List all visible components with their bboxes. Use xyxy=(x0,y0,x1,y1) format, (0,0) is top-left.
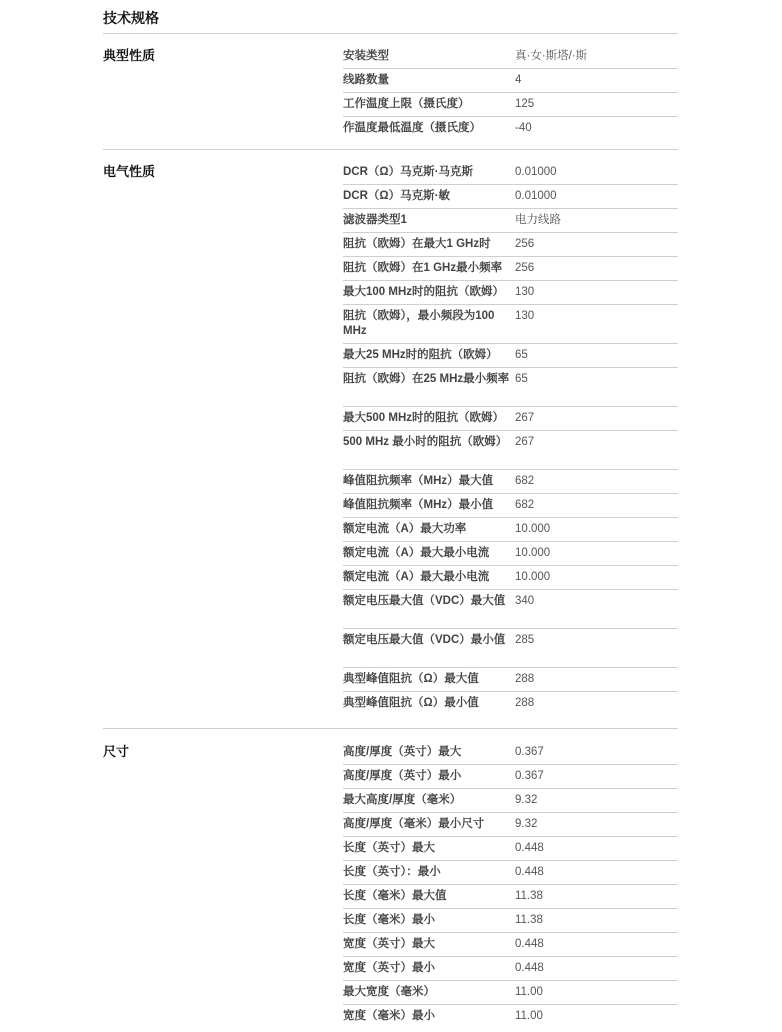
table-row xyxy=(343,566,678,590)
spec-value: 11.00 xyxy=(515,1010,543,1022)
table-row xyxy=(343,117,678,141)
spec-value: 256 xyxy=(515,238,535,250)
spec-value: 0.01000 xyxy=(515,166,557,178)
table-row xyxy=(343,957,678,981)
spec-name: 长度（毫米）最小 xyxy=(343,914,435,926)
spec-name: 长度（英寸）最大 xyxy=(343,842,435,854)
table-row xyxy=(343,494,678,518)
spec-name: 安装类型 xyxy=(343,50,389,62)
spec-name: 额定电流（A）最大最小电流 xyxy=(343,571,490,583)
table-row xyxy=(343,837,678,861)
spec-value: 125 xyxy=(515,98,535,110)
table-row xyxy=(343,885,678,909)
page-title: 技术规格 xyxy=(103,10,159,26)
spec-name: 典型峰值阻抗（Ω）最小值 xyxy=(343,697,479,709)
spec-name: 阻抗（欧姆）在1 GHz最小频率 xyxy=(343,262,503,274)
spec-value: 0.448 xyxy=(515,842,544,854)
table-row xyxy=(343,933,678,957)
spec-name: 长度（英寸）：最小 xyxy=(343,866,441,878)
spec-value: 10.000 xyxy=(515,523,551,535)
spec-value: 340 xyxy=(515,595,535,607)
table-row xyxy=(343,431,678,470)
spec-name: 额定电压最大值（VDC）最大值 xyxy=(343,595,506,607)
spec-value: 4 xyxy=(515,74,522,86)
section-heading: 典型性质 xyxy=(103,48,156,63)
spec-value: 10.000 xyxy=(515,547,551,559)
spec-value: 9.32 xyxy=(515,818,538,830)
spec-value: 65 xyxy=(515,373,528,385)
table-row xyxy=(343,909,678,933)
spec-value: 267 xyxy=(515,412,535,424)
spec-value: 0.367 xyxy=(515,746,544,758)
table-row xyxy=(343,257,678,281)
spec-value: 267 xyxy=(515,436,535,448)
spec-name: DCR（Ω）马克斯·敏 xyxy=(343,190,450,202)
section-divider xyxy=(103,149,678,150)
section-heading: 电气性质 xyxy=(103,164,156,179)
table-row xyxy=(343,185,678,209)
table-row xyxy=(343,45,678,69)
spec-name: 高度/厚度（毫米）最小尺寸 xyxy=(343,818,485,830)
table-row xyxy=(343,161,678,185)
spec-name: 最大25 MHz时的阻抗（欧姆） xyxy=(343,349,498,361)
table-row xyxy=(343,281,678,305)
spec-value: 真·女·斯塔/·斯 xyxy=(515,50,588,62)
spec-value: 11.00 xyxy=(515,986,543,998)
table-row xyxy=(343,692,678,716)
table-row xyxy=(343,233,678,257)
spec-name: 500 MHz 最小时的阻抗（欧姆） xyxy=(343,436,508,448)
spec-name: 宽度（英寸）最小 xyxy=(343,962,435,974)
spec-table xyxy=(343,45,678,141)
spec-name: 高度/厚度（英寸）最大 xyxy=(343,746,462,758)
table-row xyxy=(343,93,678,117)
table-row xyxy=(343,470,678,494)
spec-value: 电力线路 xyxy=(515,214,561,226)
table-row xyxy=(343,518,678,542)
spec-value: 682 xyxy=(515,475,535,487)
table-row xyxy=(343,789,678,813)
table-row xyxy=(343,209,678,233)
spec-value: 256 xyxy=(515,262,535,274)
spec-value: 288 xyxy=(515,697,535,709)
table-row xyxy=(343,1005,678,1029)
spec-value: -40 xyxy=(515,122,532,134)
spec-name: 最大宽度（毫米） xyxy=(343,986,435,998)
table-row xyxy=(343,590,678,629)
spec-value: 130 xyxy=(515,310,535,322)
spec-name: 宽度（毫米）最小 xyxy=(343,1010,435,1022)
spec-name: 峰值阻抗频率（MHz）最大值 xyxy=(343,475,494,487)
table-row xyxy=(343,861,678,885)
spec-name: 线路数量 xyxy=(343,74,389,86)
spec-value: 11.38 xyxy=(515,890,543,902)
table-row xyxy=(343,741,678,765)
spec-name: 阻抗（欧姆）在最大1 GHz时 xyxy=(343,238,491,250)
spec-name: 滤波器类型1 xyxy=(343,214,407,226)
table-row xyxy=(343,629,678,668)
spec-name: 额定电压最大值（VDC）最小值 xyxy=(343,634,506,646)
spec-name: 阻抗（欧姆），最小频段为100 MHz xyxy=(343,310,495,337)
spec-name: 阻抗（欧姆）在25 MHz最小频率 xyxy=(343,373,510,385)
spec-value: 130 xyxy=(515,286,535,298)
spec-value: 0.448 xyxy=(515,938,544,950)
table-row xyxy=(343,542,678,566)
spec-name: 峰值阻抗频率（MHz）最小值 xyxy=(343,499,494,511)
table-row xyxy=(343,305,678,344)
spec-value: 288 xyxy=(515,673,535,685)
spec-value: 65 xyxy=(515,349,528,361)
spec-name: 高度/厚度（英寸）最小 xyxy=(343,770,462,782)
table-row xyxy=(343,981,678,1005)
spec-value: 10.000 xyxy=(515,571,551,583)
spec-name: 作温度最低温度（摄氏度） xyxy=(343,122,481,134)
spec-name: 额定电流（A）最大功率 xyxy=(343,523,467,535)
spec-value: 0.367 xyxy=(515,770,544,782)
table-row xyxy=(343,765,678,789)
spec-value: 0.01000 xyxy=(515,190,557,202)
table-row xyxy=(343,368,678,407)
section-divider xyxy=(103,728,678,729)
table-row xyxy=(343,69,678,93)
spec-name: 长度（毫米）最大值 xyxy=(343,890,447,902)
spec-value: 682 xyxy=(515,499,535,511)
spec-value: 285 xyxy=(515,634,535,646)
table-row xyxy=(343,407,678,431)
spec-table xyxy=(343,741,678,1029)
spec-name: 典型峰值阻抗（Ω）最大值 xyxy=(343,673,479,685)
title-divider xyxy=(103,33,678,34)
spec-name: 额定电流（A）最大最小电流 xyxy=(343,547,490,559)
spec-table xyxy=(343,161,678,716)
spec-value: 0.448 xyxy=(515,962,544,974)
table-row xyxy=(343,813,678,837)
table-row xyxy=(343,668,678,692)
spec-value: 11.38 xyxy=(515,914,543,926)
spec-name: DCR（Ω）马克斯·马克斯 xyxy=(343,166,473,178)
section-heading: 尺寸 xyxy=(103,744,130,759)
spec-value: 0.448 xyxy=(515,866,544,878)
table-row xyxy=(343,344,678,368)
spec-name: 最大100 MHz时的阻抗（欧姆） xyxy=(343,286,505,298)
spec-name: 最大高度/厚度（毫米） xyxy=(343,794,462,806)
spec-name: 工作温度上限（摄氏度） xyxy=(343,98,470,110)
spec-value: 9.32 xyxy=(515,794,538,806)
spec-name: 最大500 MHz时的阻抗（欧姆） xyxy=(343,412,505,424)
spec-name: 宽度（英寸）最大 xyxy=(343,938,435,950)
